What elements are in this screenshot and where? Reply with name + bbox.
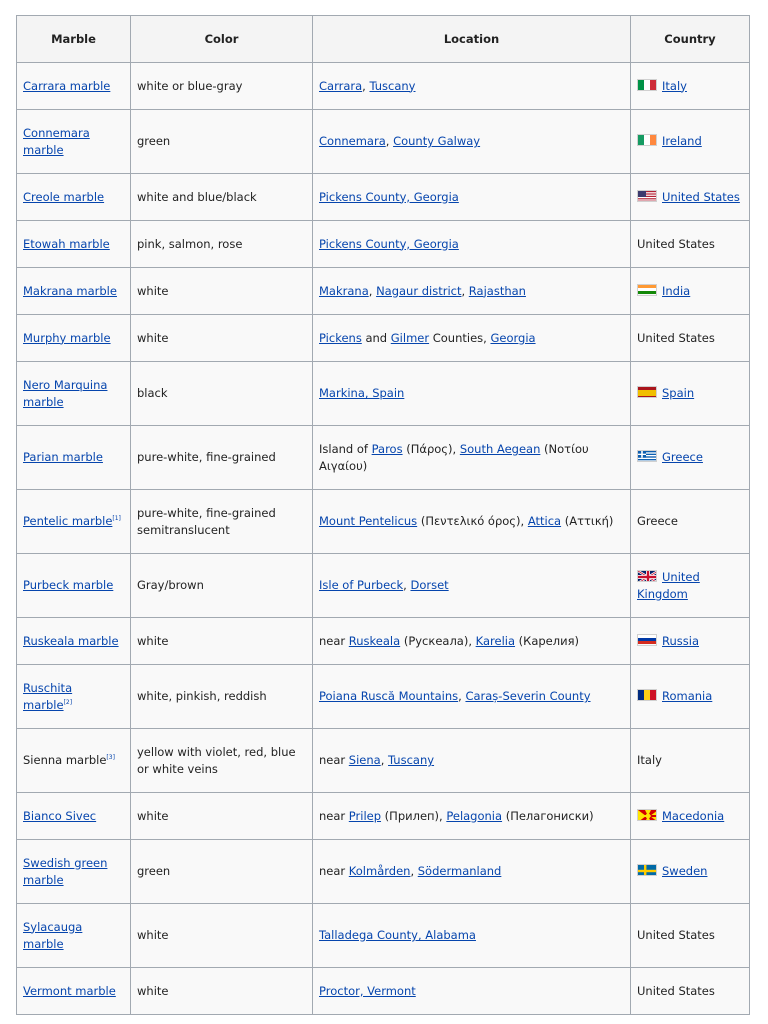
marble-cell — [17, 554, 131, 618]
location-link[interactable]: Rajasthan — [468, 283, 526, 298]
table-row — [17, 110, 750, 174]
color-cell: Gray/brown — [131, 554, 313, 618]
table-row — [17, 362, 750, 426]
country-cell: Greece — [631, 490, 750, 554]
marble-cell — [17, 174, 131, 221]
table-row — [17, 426, 750, 490]
table-row — [17, 840, 750, 904]
location-cell: Carrara, Tuscany — [313, 63, 631, 110]
country-cell — [631, 840, 750, 904]
romania-flag-icon — [637, 689, 657, 701]
marble-cell — [17, 426, 131, 490]
color-cell: pure-white, fine-grained semitranslucent — [131, 490, 313, 554]
location-cell: Isle of Purbeck, Dorset — [313, 554, 631, 618]
location-link[interactable]: Pickens County, Georgia — [319, 236, 459, 251]
location-link[interactable]: Tuscany — [388, 753, 435, 767]
location-cell: Poiana Ruscă Mountains, Caraș-Severin County — [313, 665, 631, 729]
ireland-flag-icon — [637, 134, 657, 146]
country-cell — [631, 618, 750, 665]
location-link[interactable]: Caraș-Severin County — [465, 689, 591, 703]
location-link[interactable]: Makrana — [319, 283, 369, 298]
marble-cell — [17, 490, 131, 554]
country-cell — [631, 426, 750, 490]
country-cell — [631, 793, 750, 840]
location-link[interactable]: Pickens County, Georgia — [319, 189, 459, 204]
marble-link[interactable]: Makrana marble — [23, 283, 117, 298]
marble-link[interactable]: Vermont marble — [23, 983, 116, 998]
table-row — [17, 729, 750, 793]
country-cell: United States — [631, 221, 750, 268]
header-marble[interactable]: Marble — [17, 16, 131, 63]
table-row — [17, 268, 750, 315]
country-cell — [631, 268, 750, 315]
table-row — [17, 174, 750, 221]
color-cell: green — [131, 840, 313, 904]
marble-link[interactable]: Ruschita marble — [23, 680, 73, 712]
india-flag-icon — [637, 284, 657, 296]
united-states-flag-icon — [637, 190, 657, 202]
marble-name: Sienna marble — [23, 753, 107, 767]
location-cell: near Prilep (Прилеп), Pelagonia (Пелагониски) — [313, 793, 631, 840]
location-link[interactable]: Proctor, Vermont — [319, 983, 416, 998]
table-row — [17, 904, 750, 968]
header-country[interactable]: Country — [631, 16, 750, 63]
location-cell: near Siena, Tuscany — [313, 729, 631, 793]
country-cell — [631, 110, 750, 174]
location-link[interactable]: Poiana Ruscă Mountains — [319, 689, 459, 703]
marble-link[interactable]: Creole marble — [23, 189, 105, 204]
country-link[interactable]: United States — [662, 189, 740, 204]
united-kingdom-flag-icon — [637, 570, 657, 582]
location-link[interactable]: Södermanland — [417, 864, 502, 878]
table-row — [17, 63, 750, 110]
color-cell: black — [131, 362, 313, 426]
location-cell: Connemara, County Galway — [313, 110, 631, 174]
country-link[interactable]: Ireland — [662, 134, 702, 148]
country-cell — [631, 174, 750, 221]
location-link[interactable]: Carrara — [319, 78, 363, 93]
location-cell: Makrana, Nagaur district, Rajasthan — [313, 268, 631, 315]
color-cell: pure-white, fine-grained — [131, 426, 313, 490]
marble-link[interactable]: Swedish green marble — [23, 855, 108, 887]
marble-link[interactable]: Connemara marble — [23, 125, 90, 157]
location-cell — [313, 968, 631, 1015]
reference-mark[interactable]: [2] — [63, 698, 73, 706]
color-cell: white — [131, 904, 313, 968]
location-link[interactable]: Nagaur district — [376, 283, 462, 298]
location-link[interactable]: Mount Pentelicus — [319, 514, 418, 528]
macedonia-flag-icon — [637, 809, 657, 821]
table-row — [17, 221, 750, 268]
location-cell: near Ruskeala (Рускеала), Karelia (Карелия) — [313, 618, 631, 665]
location-cell: Pickens and Gilmer Counties, Georgia — [313, 315, 631, 362]
location-link[interactable]: Isle of Purbeck — [319, 578, 404, 592]
location-cell — [313, 221, 631, 268]
color-cell: white, pinkish, reddish — [131, 665, 313, 729]
reference-mark[interactable]: [3] — [106, 754, 115, 762]
location-link[interactable]: Ruskeala — [348, 633, 401, 648]
country-cell — [631, 665, 750, 729]
location-cell — [313, 362, 631, 426]
russia-flag-icon — [637, 634, 657, 646]
marble-link[interactable]: Purbeck marble — [23, 578, 114, 592]
table-row — [17, 665, 750, 729]
country-cell: United States — [631, 968, 750, 1015]
marble-cell — [17, 904, 131, 968]
table-row — [17, 618, 750, 665]
location-link[interactable]: Pelagonia — [446, 808, 503, 823]
marble-link[interactable]: Carrara marble — [23, 78, 111, 93]
marble-cell — [17, 793, 131, 840]
marble-link[interactable]: Ruskeala marble — [23, 633, 119, 648]
location-link[interactable]: South Aegean — [459, 441, 541, 456]
location-link[interactable]: Talladega County, Alabama — [319, 928, 476, 942]
marble-cell — [17, 315, 131, 362]
country-link[interactable]: Greece — [662, 450, 703, 464]
greece-flag-icon — [637, 450, 657, 462]
color-cell: white — [131, 793, 313, 840]
color-cell: yellow with violet, red, blue or white veins — [131, 729, 313, 793]
marble-table — [16, 15, 750, 1015]
location-cell — [313, 174, 631, 221]
color-cell: white — [131, 315, 313, 362]
country-link[interactable]: India — [662, 283, 691, 298]
marble-cell — [17, 968, 131, 1015]
color-cell: white or blue-gray — [131, 63, 313, 110]
location-cell: near Kolmården, Södermanland — [313, 840, 631, 904]
marble-cell — [17, 110, 131, 174]
table-row — [17, 315, 750, 362]
location-link[interactable]: Kolmården — [348, 864, 411, 878]
color-cell: white — [131, 968, 313, 1015]
header-row — [17, 16, 750, 63]
location-cell: Island of Paros (Πάρος), South Aegean (Νοτίου Αιγαίου) — [313, 426, 631, 490]
table-row — [17, 554, 750, 618]
color-cell: white — [131, 268, 313, 315]
location-link[interactable]: County Galway — [393, 134, 481, 148]
marble-link[interactable]: Etowah marble — [23, 236, 110, 251]
sweden-flag-icon — [637, 864, 657, 876]
marble-link[interactable]: Pentelic marble — [23, 514, 113, 528]
marble-link[interactable]: Murphy marble — [23, 330, 111, 345]
country-link[interactable]: Italy — [662, 78, 687, 93]
table-row — [17, 968, 750, 1015]
location-link[interactable]: Dorset — [410, 578, 449, 592]
location-link[interactable]: Markina, Spain — [319, 386, 405, 400]
marble-cell — [17, 63, 131, 110]
country-cell — [631, 63, 750, 110]
country-link[interactable]: United Kingdom — [637, 569, 700, 601]
marble-cell — [17, 729, 131, 793]
color-cell: green — [131, 110, 313, 174]
table-row — [17, 490, 750, 554]
location-link[interactable]: Gilmer — [390, 330, 430, 345]
marble-cell — [17, 221, 131, 268]
country-cell — [631, 554, 750, 618]
marble-link[interactable]: Parian marble — [23, 450, 103, 464]
reference-mark[interactable]: [1] — [112, 515, 121, 523]
header-location[interactable]: Location — [313, 16, 631, 63]
marble-cell — [17, 840, 131, 904]
location-link[interactable]: Karelia — [475, 633, 516, 648]
country-cell: Italy — [631, 729, 750, 793]
color-cell: white — [131, 618, 313, 665]
marble-link[interactable]: Bianco Sivec — [23, 808, 97, 823]
italy-flag-icon — [637, 79, 657, 91]
country-link[interactable]: Spain — [662, 386, 695, 400]
table-row — [17, 793, 750, 840]
marble-cell — [17, 268, 131, 315]
marble-link[interactable]: Sylacauga marble — [23, 919, 83, 951]
country-cell — [631, 362, 750, 426]
location-link[interactable]: Connemara — [319, 134, 386, 148]
country-cell: United States — [631, 315, 750, 362]
country-link[interactable]: Romania — [662, 689, 713, 703]
header-color[interactable]: Color — [131, 16, 313, 63]
location-link[interactable]: Georgia — [490, 330, 536, 345]
location-link[interactable]: Attica — [527, 514, 562, 528]
location-link[interactable]: Prilep — [348, 808, 382, 823]
marble-cell — [17, 618, 131, 665]
country-link[interactable]: Sweden — [662, 864, 708, 878]
marble-cell — [17, 665, 131, 729]
location-link[interactable]: Siena — [348, 753, 381, 767]
country-link[interactable]: Macedonia — [662, 808, 725, 823]
color-cell: white and blue/black — [131, 174, 313, 221]
location-cell: Mount Pentelicus (Πεντελικό όρος), Attica (Αττική) — [313, 490, 631, 554]
country-link[interactable]: Russia — [662, 633, 699, 648]
color-cell: pink, salmon, rose — [131, 221, 313, 268]
location-link[interactable]: Paros — [371, 441, 403, 456]
country-cell: United States — [631, 904, 750, 968]
location-cell — [313, 904, 631, 968]
marble-cell — [17, 362, 131, 426]
location-link[interactable]: Pickens — [319, 330, 362, 345]
location-link[interactable]: Tuscany — [369, 78, 416, 93]
spain-flag-icon — [637, 386, 657, 398]
marble-link[interactable]: Nero Marquina marble — [23, 377, 108, 409]
